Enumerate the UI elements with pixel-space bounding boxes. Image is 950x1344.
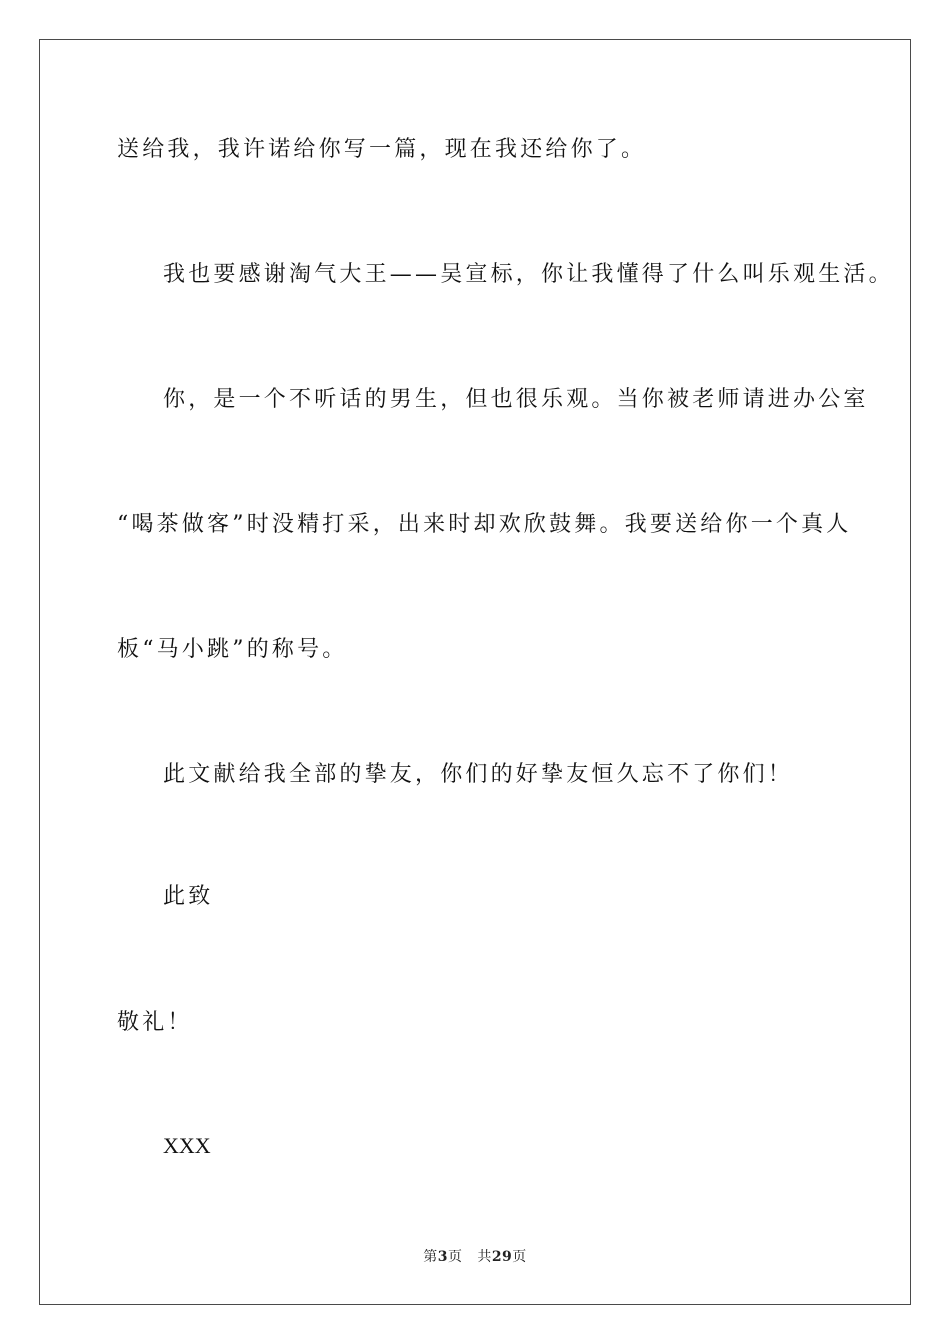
page-frame <box>39 39 911 1305</box>
footer-total-prefix: 共 <box>477 1249 492 1265</box>
signature: XXX <box>163 1133 211 1158</box>
body-line-1: 送给我，我许诺给你写一篇，现在我还给你了。 <box>117 137 647 162</box>
footer-page-number: 3 <box>437 1249 448 1265</box>
body-line-continuation-2: 板“马小跳”的称号。 <box>117 637 348 662</box>
body-paragraph-you: 你，是一个不听话的男生，但也很乐观。当你被老师请进办公室 <box>163 387 869 412</box>
footer-page-suffix: 页 <box>447 1249 463 1265</box>
page-footer <box>0 1248 950 1266</box>
footer-total-suffix: 页 <box>512 1249 527 1265</box>
footer-page-prefix: 第 <box>423 1249 438 1265</box>
body-paragraph-thanks: 我也要感谢淘气大王——吴宣标，你让我懂得了什么叫乐观生活。 <box>163 262 894 287</box>
closing-regards: 敬礼！ <box>117 1010 193 1035</box>
footer-total-pages: 29 <box>491 1249 513 1265</box>
body-paragraph-dedication: 此文献给我全部的挚友，你们的好挚友恒久忘不了你们！ <box>163 762 794 787</box>
closing-salutation: 此致 <box>163 884 214 909</box>
body-line-continuation-1: “喝茶做客”时没精打采，出来时却欢欣鼓舞。我要送给你一个真人 <box>117 512 852 537</box>
